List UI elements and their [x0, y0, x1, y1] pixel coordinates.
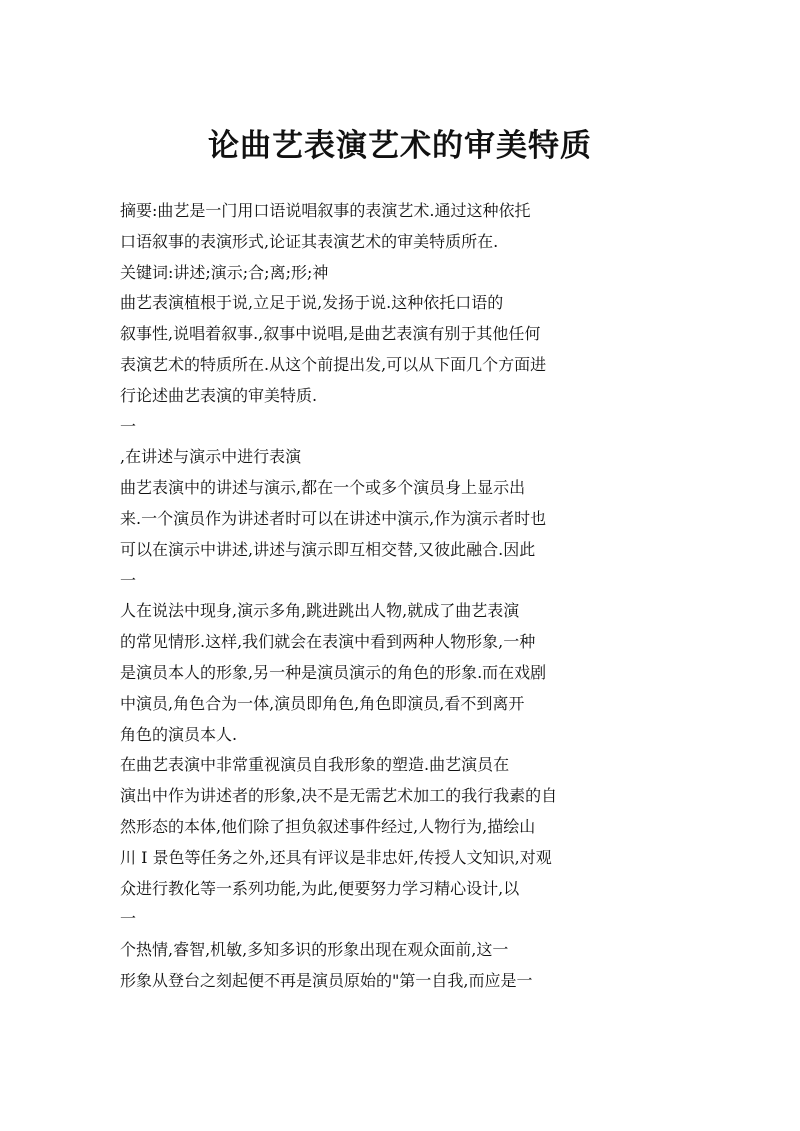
text-line: 角色的演员本人. [120, 724, 238, 744]
text-line: 摘要:曲艺是一门用口语说唱叙事的表演艺术.通过这种依托 [120, 201, 531, 220]
text-line: 一 [120, 570, 137, 590]
text-line: 口语叙事的表演形式,论证其表演艺术的审美特质所在. [120, 231, 499, 251]
text-line: 来.一个演员作为讲述者时可以在讲述中演示,作为演示者时也 [120, 508, 547, 528]
text-line: 一 [120, 909, 137, 929]
text-line: 形象从登台之刻起便不再是演员原始的"第一自我,而应是一 [120, 970, 533, 990]
document-title: 论曲艺表演艺术的审美特质 [208, 128, 592, 164]
text-line: 表演艺术的特质所在.从这个前提出发,可以从下面几个方面进 [120, 354, 547, 374]
text-line: 叙事性,说唱着叙事.,叙事中说唱,是曲艺表演有别于其他任何 [120, 324, 541, 344]
text-line: 曲艺表演中的讲述与演示,都在一个或多个演员身上显示出 [120, 478, 526, 498]
document-body [120, 196, 580, 997]
text-line: 中演员,角色合为一体,演员即角色,角色即演员,看不到离开 [120, 693, 525, 713]
text-line: 的常见情形.这样,我们就会在表演中看到两种人物形象,一种 [120, 632, 536, 652]
text-line: 是演员本人的形象,另一种是演员演示的角色的形象.而在戏剧 [120, 662, 547, 682]
text-line: 可以在演示中讲述,讲述与演示即互相交替,又彼此融合.因此 [120, 539, 536, 559]
text-line: 行论述曲艺表演的审美特质. [120, 385, 318, 405]
text-line: 众进行教化等一系列功能,为此,便要努力学习精心设计,以 [120, 878, 520, 898]
text-line: 在曲艺表演中非常重视演员自我形象的塑造.曲艺演员在 [120, 755, 510, 775]
text-line: 人在说法中现身,演示多角,跳进跳出人物,就成了曲艺表演 [120, 601, 520, 621]
text-line: 关键词:讲述;演示;合;离;形;神 [120, 262, 329, 282]
text-line: 川 I 景色等任务之外,还具有评议是非忠奸,传授人文知识,对观 [120, 847, 552, 867]
text-line: 曲艺表演植根于说,立足于说,发扬于说.这种依托口语的 [120, 293, 504, 313]
text-line: 演出中作为讲述者的形象,决不是无需艺术加工的我行我素的自 [120, 786, 558, 806]
text-line: 一 [120, 416, 137, 436]
text-line: ,在讲述与演示中进行表演 [120, 447, 302, 467]
text-line: 个热情,睿智,机敏,多知多识的形象出现在观众面前,这一 [120, 940, 509, 960]
text-line: 然形态的本体,他们除了担负叙述事件经过,人物行为,描绘山 [120, 816, 536, 836]
